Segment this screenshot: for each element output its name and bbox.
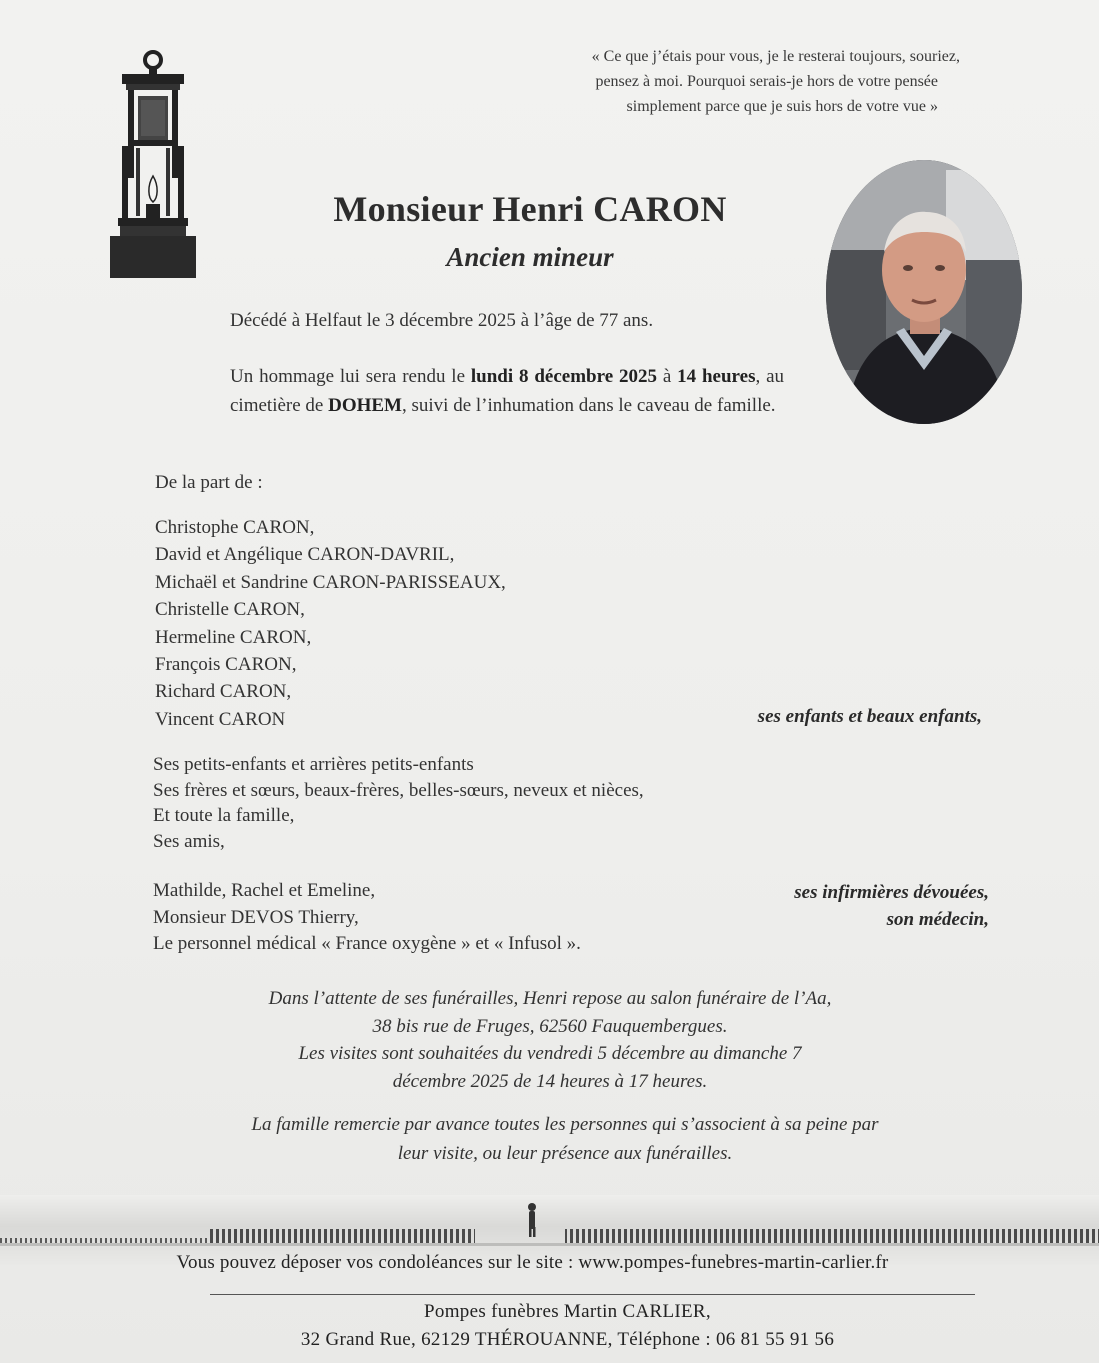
list-item: Hermeline CARON, [155,626,312,648]
list-item: Christelle CARON, [155,599,305,621]
ceremony-place: DOHEM [328,395,402,416]
ceremony-text-part: , suivi de l’inhumation dans le caveau de famille. [402,395,776,416]
list-item: Christophe CARON, [155,517,315,538]
funeral-company [150,1298,985,1354]
quote-line: simplement parce que je suis hors de votre vue » [626,98,938,115]
family-thanks [140,1110,990,1168]
company-address: 32 Grand Rue, 62129 THÉROUANNE, Téléphone : 06 81 55 91 56 [300,1329,835,1350]
extended-family-list [153,752,644,854]
ceremony-time: 14 heures [677,366,756,387]
funeral-home-info [150,985,950,1095]
info-line: Les visites sont souhaitées du vendredi 5 décembre au dimanche 7 [298,1043,802,1064]
deceased-name: Monsieur Henri CARON [333,189,727,229]
divider [210,1294,975,1295]
ceremony-text-part: Un hommage lui sera rendu le [230,366,471,387]
relation-label: ses infirmières dévouées, [794,882,989,903]
condolences-notice: Vous pouvez déposer vos condoléances sur le site : www.pompes-funebres-martin-carlier.fr [176,1252,889,1273]
death-notice: Décédé à Helfaut le 3 décembre 2025 à l’âge de 77 ans. [230,310,654,331]
info-line: 38 bis rue de Fruges, 62560 Fauquembergues. [372,1015,728,1037]
info-line: décembre 2025 de 14 heures à 17 heures. [392,1070,708,1092]
list-item: David et Angélique CARON-DAVRIL, [155,544,455,566]
ceremony-date: lundi 8 décembre 2025 [470,366,657,387]
list-item: Vincent CARON [155,708,286,730]
miner-lamp-icon [108,48,198,280]
list-item: Michaël et Sandrine CARON-PARISSEAUX, [155,571,506,593]
carers-relations [794,880,989,933]
list-item: Et toute la famille, [153,805,295,826]
list-item: Ses amis, [153,830,225,852]
list-item: Monsieur DEVOS Thierry, [153,906,359,928]
ceremony-text-part: à [657,366,678,387]
children-list [155,514,506,733]
ceremony-text-part: , au cimetière de [230,366,785,416]
info-line: Dans l’attente de ses funérailles, Henri repose au salon funéraire de l’Aa, [268,988,832,1009]
thanks-line: leur visite, ou leur présence aux funérailles. [397,1143,733,1164]
portrait-photo [826,160,1022,424]
relation-label: son médecin, [886,908,989,930]
company-name: Pompes funèbres Martin CARLIER, [424,1301,711,1322]
list-item: Ses frères et sœurs, beaux-frères, belles-sœurs, neveux et nièces, [153,779,644,801]
list-item: Mathilde, Rachel et Emeline, [153,880,376,901]
memorial-quote [380,44,960,119]
list-item: Le personnel médical « France oxygène » et « Infusol ». [153,933,581,954]
list-item: Richard CARON, [155,681,292,703]
list-item: François CARON, [155,654,297,676]
quote-line: « Ce que j’étais pour vous, je le resterai toujours, souriez, [591,48,960,65]
ceremony-text [230,362,784,420]
thanks-line: La famille remercie par avance toutes les personnes qui s’associent à sa peine par [251,1114,879,1135]
quote-line: pensez à moi. Pourquoi serais-je hors de votre pensée [595,73,938,90]
from-label: De la part de : [155,472,263,493]
carers-list [153,878,581,958]
deceased-occupation: Ancien mineur [446,242,614,272]
children-relation: ses enfants et beaux enfants, [757,706,982,727]
list-item: Ses petits-enfants et arrières petits-enfants [153,754,474,775]
